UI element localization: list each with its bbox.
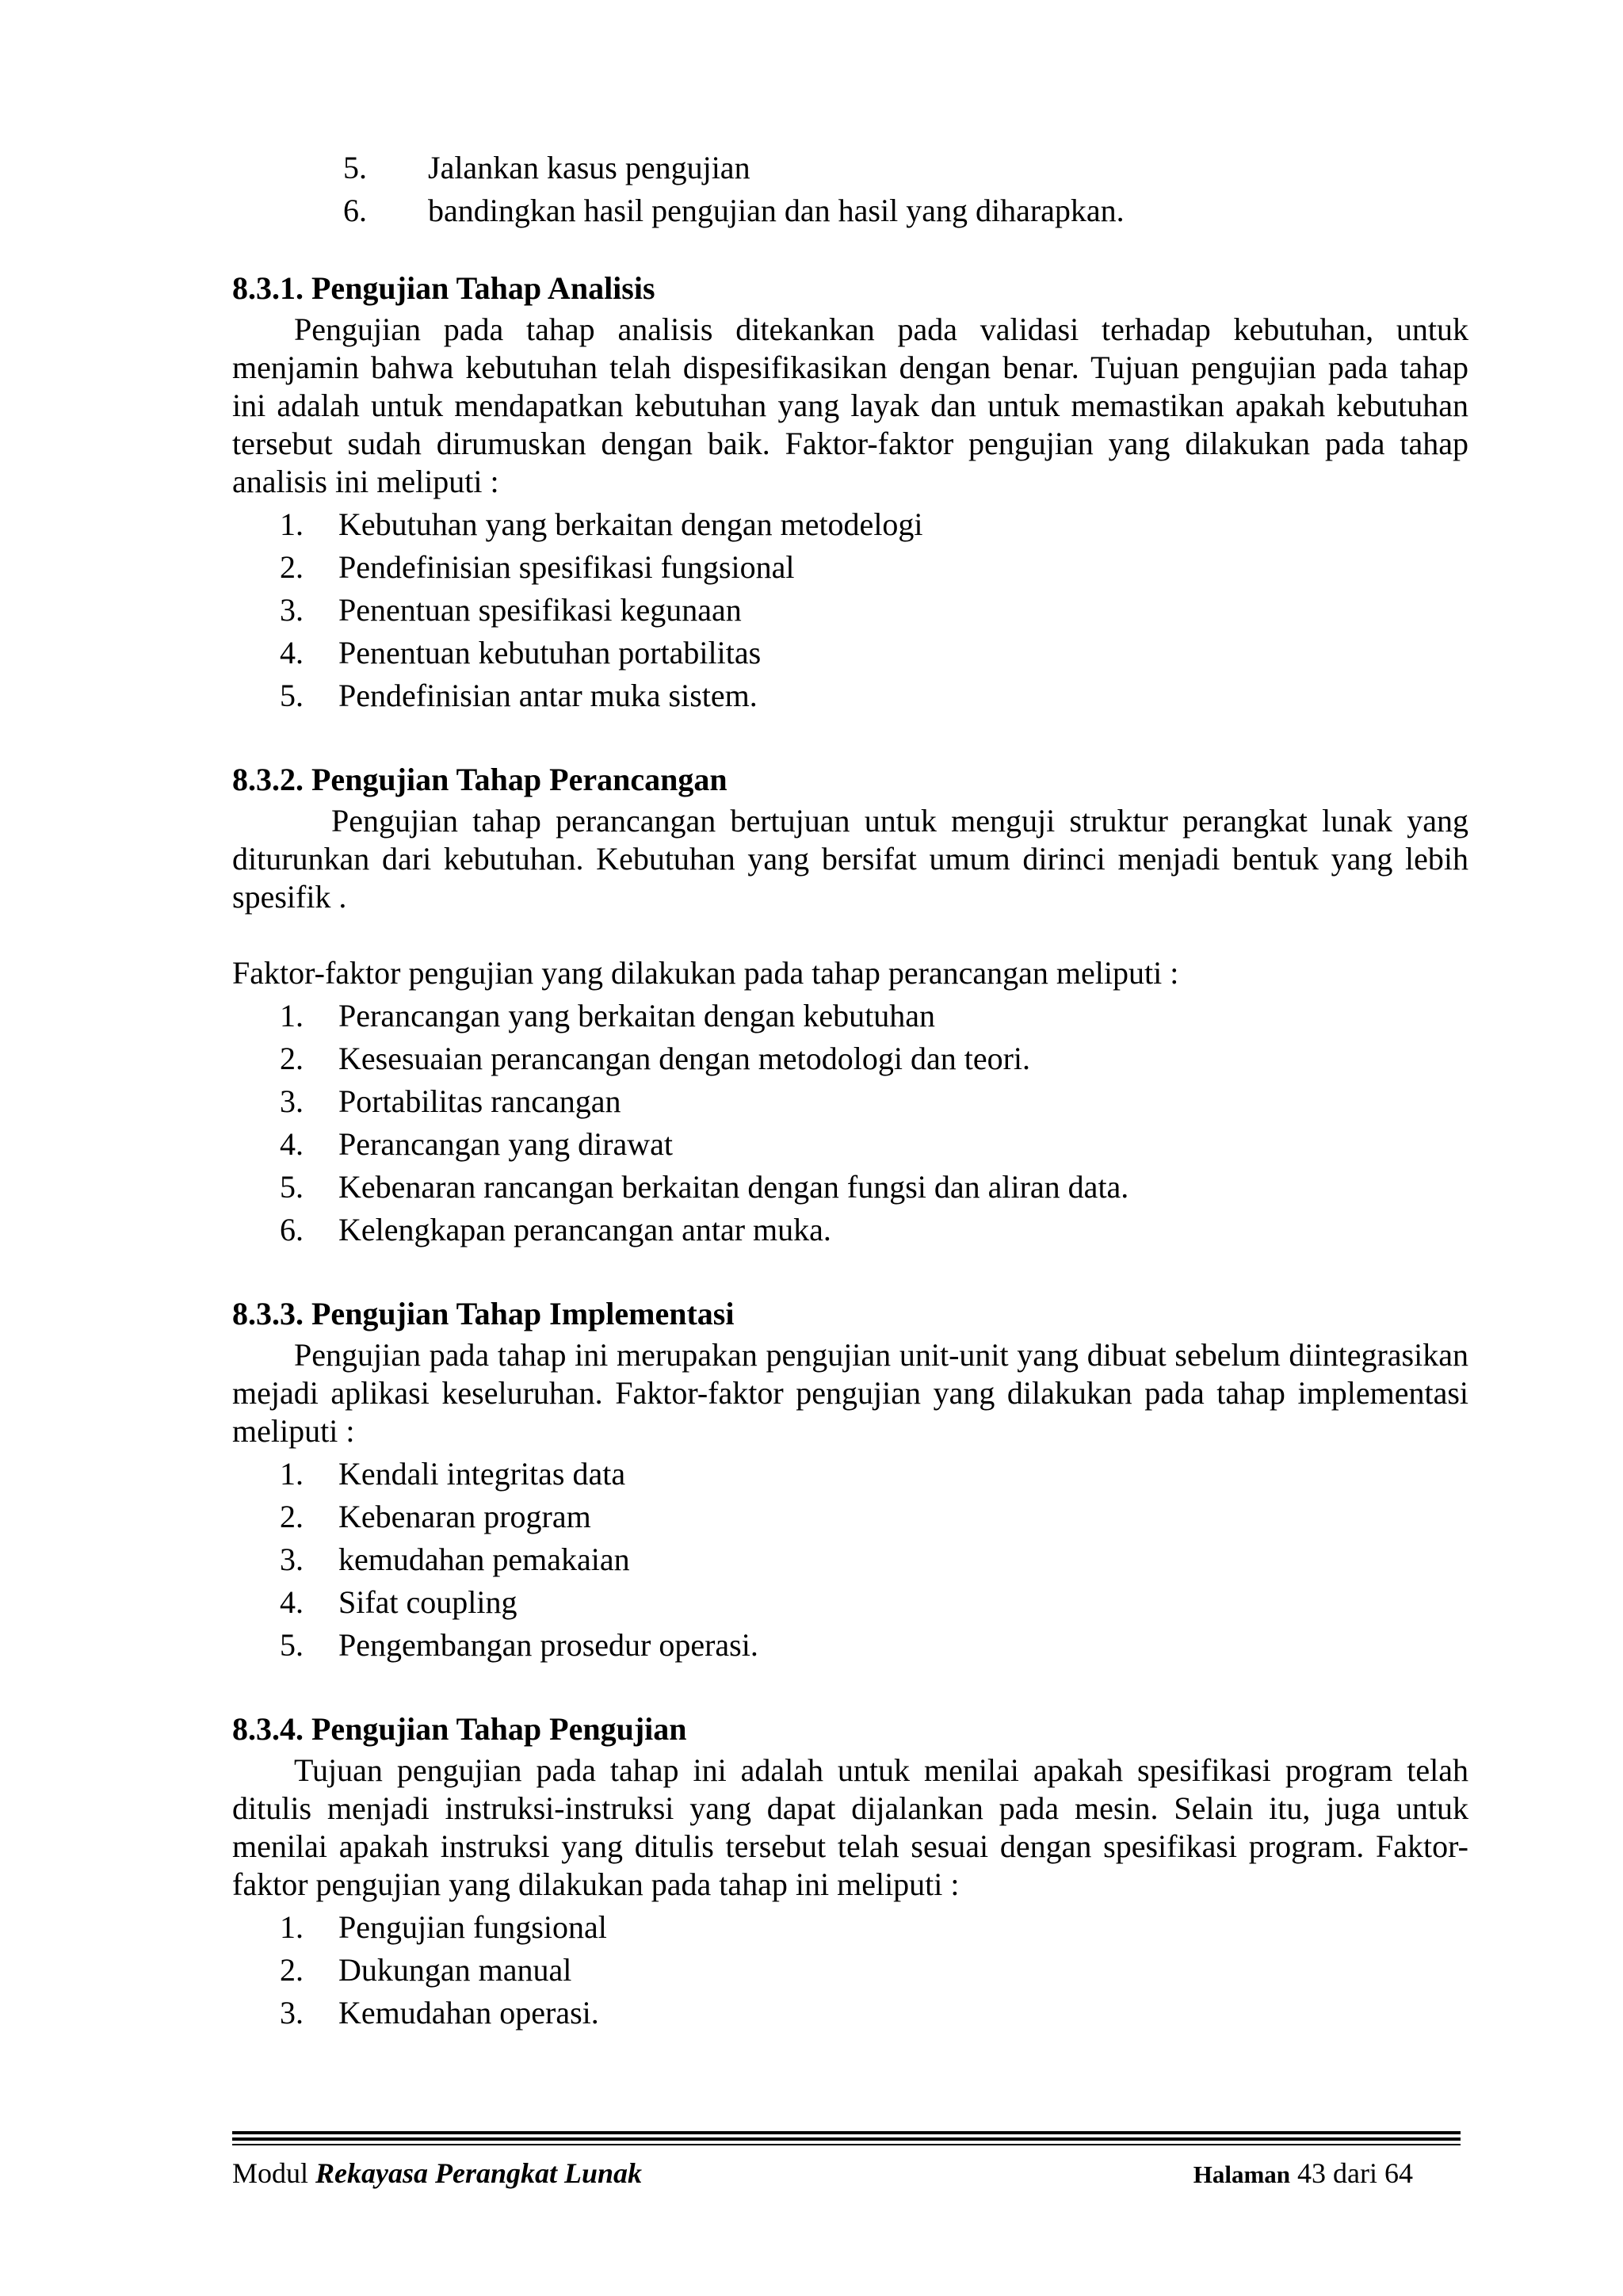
list-text: Pengujian fungsional: [338, 1909, 607, 1945]
list-item: [232, 1125, 1468, 1168]
list-item: [232, 506, 1468, 548]
list-number: 1.: [280, 1909, 304, 1945]
section-analisis: [232, 269, 1468, 720]
section-paragraph: Faktor-faktor pengujian yang dilakukan pada tahap perancangan meliputi :: [232, 955, 1179, 991]
list-number: 2.: [280, 1041, 304, 1076]
list-item: [232, 997, 1468, 1040]
list-number: 2.: [280, 549, 304, 585]
list-text: Kendali integritas data: [338, 1456, 626, 1492]
footer-rule: [232, 2137, 1461, 2141]
list-text: Kemudahan operasi.: [338, 1995, 599, 2030]
list-number: 5.: [280, 1627, 304, 1663]
list-number: 5.: [343, 150, 367, 185]
list-item: [232, 634, 1468, 677]
list-number: 3.: [280, 1541, 304, 1577]
list-text: Penentuan spesifikasi kegunaan: [338, 592, 742, 628]
list-text: Pendefinisian spesifikasi fungsional: [338, 549, 795, 585]
list-text: Kelengkapan perancangan antar muka.: [338, 1212, 831, 1247]
list-number: 2.: [280, 1499, 304, 1534]
list-item: [232, 591, 1468, 634]
section-paragraph: Pengujian tahap perancangan bertujuan untuk menguji struktur perangkat lunak yang diturunkan dari kebutuhan. Kebutuhan yang bersifat umum dirinci menjadi bentuk yang lebih spesifik .: [232, 803, 1468, 915]
section-pengujian: [232, 1710, 1468, 2037]
list-number: 4.: [280, 635, 304, 670]
section-paragraph: Pengujian pada tahap ini merupakan pengujian unit-unit yang dibuat sebelum diintegrasikan mejadi aplikasi keseluruhan. Faktor-faktor pengujian yang dilakukan pada tahap implementasi meliputi :: [232, 1337, 1468, 1449]
section-paragraph: Pengujian pada tahap analisis ditekankan pada validasi terhadap kebutuhan, untuk menjamin bahwa kebutuhan telah dispesifikasikan dengan benar. Tujuan pengujian pada tahap ini adalah untuk mendapatkan kebutuhan yang layak dan untuk memastikan apakah kebutuhan tersebut sudah dirumuskan dengan baik. Faktor-faktor pengujian yang dilakukan pada tahap analisis ini meliputi :: [232, 311, 1468, 499]
footer-rule: [232, 2131, 1461, 2134]
footer-halaman-label: Halaman: [1193, 2160, 1291, 2188]
footer-modul-label: Modul: [232, 2157, 309, 2189]
list-number: 1.: [280, 506, 304, 542]
list-item: [232, 1994, 1468, 2037]
section-heading: 8.3.3. Pengujian Tahap Implementasi: [232, 1296, 735, 1331]
section-implementasi: [232, 1295, 1468, 1669]
list-item: [232, 1168, 1468, 1211]
list-text: Kebenaran program: [338, 1499, 591, 1534]
list-text: Dukungan manual: [338, 1952, 572, 1988]
list-text: bandingkan hasil pengujian dan hasil yang diharapkan.: [428, 193, 1125, 228]
list-item: [232, 192, 1468, 235]
list-number: 1.: [280, 1456, 304, 1492]
page-content: [232, 149, 1468, 2078]
list-number: 1.: [280, 998, 304, 1033]
section-perancangan: [232, 761, 1468, 1254]
list-number: 6.: [343, 193, 367, 228]
list-number: 5.: [280, 1169, 304, 1205]
continued-step-list: [232, 149, 1468, 235]
factor-list: [232, 1455, 1468, 1669]
list-number: 4.: [280, 1584, 304, 1620]
footer-module: [232, 2156, 642, 2192]
footer-page-count: 43 dari 64: [1297, 2157, 1413, 2189]
list-text: Pendefinisian antar muka sistem.: [338, 678, 758, 713]
list-text: Sifat coupling: [338, 1584, 517, 1620]
list-item: [232, 1498, 1468, 1541]
list-text: kemudahan pemakaian: [338, 1541, 630, 1577]
list-text: Portabilitas rancangan: [338, 1083, 621, 1119]
factor-list: [232, 1908, 1468, 2037]
list-text: Jalankan kasus pengujian: [428, 150, 750, 185]
list-item: [232, 149, 1468, 192]
section-heading: 8.3.4. Pengujian Tahap Pengujian: [232, 1711, 687, 1747]
section-heading: 8.3.2. Pengujian Tahap Perancangan: [232, 762, 727, 797]
list-number: 4.: [280, 1126, 304, 1162]
list-item: [232, 677, 1468, 720]
list-number: 2.: [280, 1952, 304, 1988]
factor-list: [232, 997, 1468, 1254]
list-item: [232, 1083, 1468, 1125]
list-text: Kebutuhan yang berkaitan dengan metodelogi: [338, 506, 923, 542]
list-item: [232, 548, 1468, 591]
list-item: [232, 1951, 1468, 1994]
list-text: Pengembangan prosedur operasi.: [338, 1627, 758, 1663]
footer-rule: [232, 2144, 1461, 2145]
list-item: [232, 1584, 1468, 1626]
list-text: Kebenaran rancangan berkaitan dengan fungsi dan aliran data.: [338, 1169, 1129, 1205]
list-text: Perancangan yang dirawat: [338, 1126, 674, 1162]
section-paragraph: Tujuan pengujian pada tahap ini adalah untuk menilai apakah spesifikasi program telah ditulis menjadi instruksi-instruksi yang dapat dijalankan pada mesin. Selain itu, juga untuk menilai apakah instruksi yang ditulis tersebut telah sesuai dengan spesifikasi program. Faktor-faktor pengujian yang dilakukan pada tahap ini meliputi :: [232, 1752, 1468, 1902]
section-heading: 8.3.1. Pengujian Tahap Analisis: [232, 270, 655, 306]
page-footer: [232, 2156, 1413, 2192]
list-number: 5.: [280, 678, 304, 713]
list-number: 3.: [280, 592, 304, 628]
list-number: 3.: [280, 1083, 304, 1119]
footer-module-title: Rekayasa Perangkat Lunak: [315, 2157, 643, 2189]
list-number: 6.: [280, 1212, 304, 1247]
footer-page-number: [1193, 2156, 1413, 2192]
list-number: 3.: [280, 1995, 304, 2030]
list-item: [232, 1455, 1468, 1498]
list-item: [232, 1040, 1468, 1083]
list-item: [232, 1626, 1468, 1669]
list-text: Perancangan yang berkaitan dengan kebutuhan: [338, 998, 936, 1033]
list-item: [232, 1541, 1468, 1584]
list-item: [232, 1908, 1468, 1951]
list-text: Penentuan kebutuhan portabilitas: [338, 635, 762, 670]
factor-list: [232, 506, 1468, 720]
list-item: [232, 1211, 1468, 1254]
list-text: Kesesuaian perancangan dengan metodologi dan teori.: [338, 1041, 1031, 1076]
